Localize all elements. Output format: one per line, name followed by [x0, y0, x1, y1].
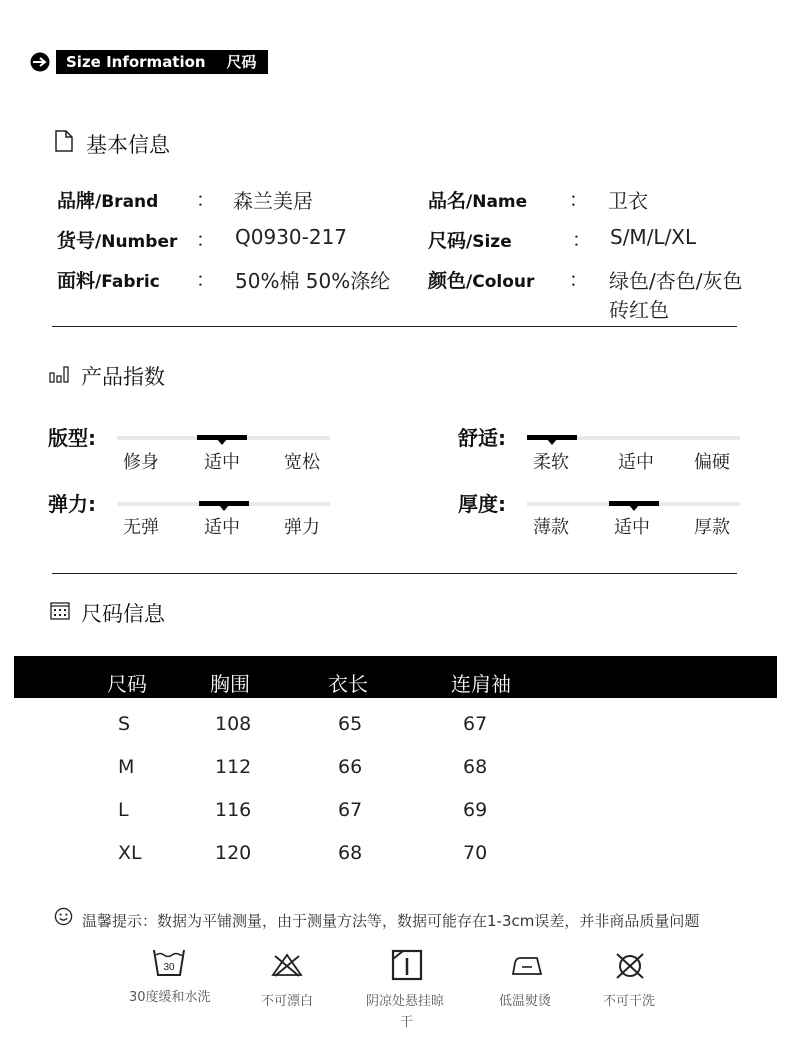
- colon: ：: [572, 229, 592, 251]
- table-cell: 116: [215, 799, 252, 821]
- table-cell: L: [118, 799, 129, 821]
- fit-marker-pointer: [217, 439, 227, 445]
- divider: [52, 573, 737, 574]
- table-cell: M: [118, 756, 135, 778]
- column-header: 连肩袖: [451, 672, 511, 696]
- thickness-option: 厚款: [694, 517, 730, 538]
- table-cell: XL: [118, 842, 142, 864]
- colour-value: 绿色/杏色/灰色: [609, 269, 743, 293]
- arrow-right-icon: [30, 52, 50, 72]
- name-label: 品名/Name: [428, 190, 528, 212]
- colon: ：: [196, 189, 216, 211]
- table-cell: 108: [215, 713, 252, 735]
- fit-option: 宽松: [284, 452, 320, 473]
- name-value: 卫衣: [608, 189, 648, 213]
- colon: ：: [569, 189, 589, 211]
- elasticity-option: 无弹: [123, 517, 159, 538]
- comfort-marker-pointer: [547, 439, 557, 445]
- thickness-option: 适中: [614, 517, 650, 538]
- table-cell: 65: [338, 713, 363, 735]
- low-iron-icon: [510, 953, 544, 977]
- no-bleach-icon: [271, 952, 303, 978]
- column-header: 尺码: [107, 672, 147, 696]
- header-title: Size Information: [66, 53, 206, 71]
- table-cell: 70: [463, 842, 488, 864]
- table-cell: 66: [338, 756, 363, 778]
- table-cell: S: [118, 713, 131, 735]
- table-cell: 68: [463, 756, 488, 778]
- colon: ：: [196, 269, 216, 291]
- care-label: 不可漂白: [261, 994, 314, 1009]
- comfort-option: 适中: [618, 452, 654, 473]
- size-label: 尺码/Size: [428, 230, 512, 252]
- header-title-cn: 尺码: [226, 53, 257, 71]
- colon: ：: [569, 269, 589, 291]
- care-label: 不可干洗: [603, 994, 656, 1009]
- smiley-icon: [54, 907, 73, 926]
- table-cell: 120: [215, 842, 252, 864]
- care-label-line2: 干: [400, 1015, 414, 1030]
- comfort-label: 舒适:: [458, 426, 506, 450]
- line-dry-shade-icon: [391, 949, 423, 981]
- size-value: S/M/L/XL: [610, 225, 697, 249]
- fit-label: 版型:: [48, 426, 96, 450]
- care-label: 30度缓和水洗: [129, 990, 211, 1005]
- fabric-value: 50%棉 50%涤纶: [235, 269, 391, 293]
- elasticity-option: 适中: [204, 517, 240, 538]
- brand-label: 品牌/Brand: [57, 190, 159, 212]
- size-info-header: [56, 50, 268, 74]
- fit-option: 适中: [204, 452, 240, 473]
- comfort-option: 柔软: [533, 452, 569, 473]
- comfort-option: 偏硬: [694, 452, 730, 473]
- calendar-grid-icon: [50, 600, 70, 620]
- thickness-option: 薄款: [533, 517, 569, 538]
- table-cell: 67: [338, 799, 363, 821]
- basic-info-title: 基本信息: [86, 133, 170, 157]
- elasticity-marker-pointer: [219, 505, 229, 511]
- wash-temp: 30: [163, 962, 175, 973]
- table-cell: 68: [338, 842, 363, 864]
- colour-value-line2: 砖红色: [609, 298, 669, 322]
- document-icon: [54, 130, 74, 152]
- colon: ：: [196, 229, 216, 251]
- number-label: 货号/Number: [57, 230, 178, 252]
- divider: [52, 326, 737, 327]
- number-value: Q0930-217: [235, 225, 348, 249]
- table-cell: 67: [463, 713, 488, 735]
- care-label: 阴凉处悬挂晾: [366, 994, 445, 1009]
- fabric-label: 面料/Fabric: [57, 270, 160, 292]
- measurement-tip: 温馨提示：数据为平铺测量，由于测量方法等，数据可能存在1-3cm误差，并非商品质量问题: [82, 912, 700, 930]
- elasticity-option: 弹力: [284, 517, 320, 538]
- column-header: 衣长: [328, 672, 368, 696]
- thickness-label: 厚度:: [458, 492, 506, 516]
- brand-value: 森兰美居: [233, 189, 313, 213]
- table-cell: 69: [463, 799, 488, 821]
- column-header: 胸围: [210, 672, 250, 696]
- care-label: 低温熨烫: [499, 994, 552, 1009]
- fit-option: 修身: [123, 452, 159, 473]
- product-index-title: 产品指数: [81, 365, 165, 389]
- bar-chart-icon: [49, 364, 69, 384]
- size-table-title: 尺码信息: [81, 602, 165, 626]
- colour-label: 颜色/Colour: [428, 270, 535, 292]
- thickness-marker-pointer: [629, 505, 639, 511]
- elasticity-label: 弹力:: [48, 492, 96, 516]
- table-cell: 112: [215, 756, 252, 778]
- wash-30-icon: [152, 948, 186, 978]
- no-dry-clean-icon: [614, 951, 646, 981]
